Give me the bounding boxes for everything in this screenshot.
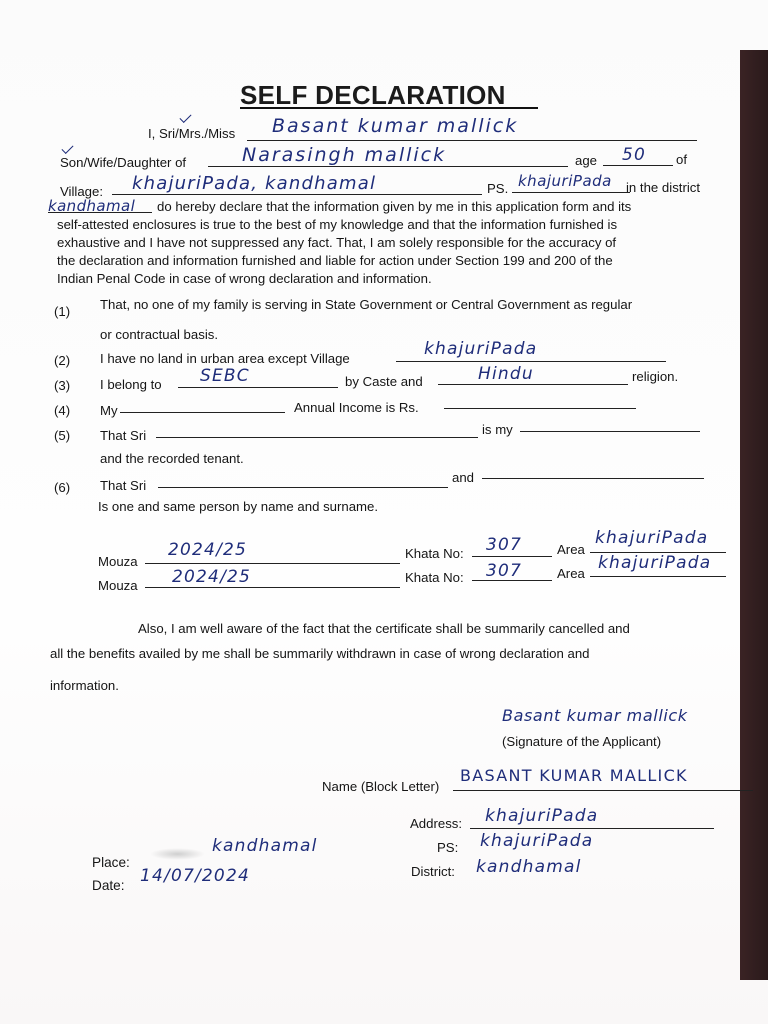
item-2-village: khajuriPada bbox=[424, 339, 538, 359]
place-value: kandhamal bbox=[212, 836, 318, 856]
title-underline bbox=[240, 107, 538, 109]
item-2-text: I have no land in urban area except Village bbox=[100, 351, 350, 366]
age-line bbox=[603, 165, 673, 166]
village-label: Village: bbox=[60, 184, 104, 199]
ink-smudge bbox=[150, 848, 205, 860]
awareness-line-2: all the benefits availed by me shall be summarily withdrawn in case of wrong declaration and bbox=[50, 646, 590, 661]
ps-line bbox=[512, 192, 630, 193]
khata-value: 307 bbox=[486, 535, 523, 555]
date-label: Date: bbox=[92, 878, 125, 893]
item-6-text-c: Is one and same person by name and surname. bbox=[98, 499, 379, 514]
relation-label: Son/Wife/Daughter of bbox=[60, 155, 187, 170]
block-name-line bbox=[453, 790, 753, 791]
awareness-line-3: information. bbox=[50, 678, 119, 693]
item-4-text-a: My bbox=[100, 403, 118, 418]
item-5-line-a bbox=[156, 437, 478, 438]
item-6-text-b: and bbox=[452, 470, 475, 485]
item-3-religion-line bbox=[438, 384, 628, 385]
area-label: Area bbox=[557, 542, 585, 557]
address-line bbox=[470, 828, 714, 829]
khata-label: Khata No: bbox=[405, 570, 464, 585]
name-label: I, Sri/Mrs./Miss bbox=[148, 126, 236, 141]
item-6-line-a bbox=[158, 487, 448, 488]
khata-label: Khata No: bbox=[405, 546, 464, 561]
area-value: khajuriPada bbox=[598, 553, 712, 573]
signature-caption: (Signature of the Applicant) bbox=[502, 734, 662, 749]
ps-label-footer: PS: bbox=[437, 840, 459, 855]
ps-label: PS. bbox=[487, 181, 509, 196]
ps-value: khajuriPada bbox=[518, 172, 612, 190]
mouza-value: 2024/25 bbox=[168, 540, 248, 560]
item-1-line-1: That, no one of my family is serving in State Government or Central Government as regular bbox=[100, 297, 633, 312]
declaration-line-3: exhaustive and I have not suppressed any fact. That, I am solely responsible for the accuracy of bbox=[57, 235, 617, 250]
item-5-text-c: and the recorded tenant. bbox=[100, 451, 244, 466]
block-name-value: BASANT KUMAR MALLICK bbox=[460, 766, 688, 785]
relation-value: Narasingh mallick bbox=[242, 144, 447, 166]
declaration-line-5: Indian Penal Code in case of wrong declaration and information. bbox=[57, 271, 432, 286]
area-line bbox=[590, 576, 726, 577]
of-label: of bbox=[676, 152, 687, 167]
tick-mark-icon bbox=[179, 111, 191, 123]
item-3-text-b: by Caste and bbox=[345, 374, 423, 389]
awareness-line-1: Also, I am well aware of the fact that the certificate shall be summarily cancelled and bbox=[138, 621, 630, 636]
mouza-label: Mouza bbox=[98, 554, 138, 569]
address-value: khajuriPada bbox=[485, 806, 599, 826]
item-number: (4) bbox=[54, 403, 71, 418]
village-value: khajuriPada, kandhamal bbox=[132, 173, 377, 194]
ps-value-footer: khajuriPada bbox=[480, 831, 594, 851]
item-4-income-line bbox=[444, 408, 636, 409]
item-3-caste: SEBC bbox=[200, 366, 250, 386]
address-label: Address: bbox=[410, 816, 463, 831]
khata-value: 307 bbox=[486, 561, 523, 581]
district-label: in the district bbox=[626, 180, 701, 195]
district-value-footer: kandhamal bbox=[476, 857, 582, 877]
age-value: 50 bbox=[622, 145, 647, 165]
mouza-line bbox=[145, 563, 400, 564]
applicant-signature: Basant kumar mallick bbox=[502, 706, 688, 725]
item-3-text-c: religion. bbox=[632, 369, 679, 384]
mouza-line bbox=[145, 587, 400, 588]
district-value: kandhamal bbox=[48, 197, 136, 215]
declaration-line-4: the declaration and information furnished and liable for action under Section 199 and 200 of the bbox=[57, 253, 613, 268]
date-value: 14/07/2024 bbox=[140, 866, 250, 886]
item-2-line bbox=[396, 361, 666, 362]
tick-mark-icon bbox=[61, 142, 73, 154]
item-number: (1) bbox=[54, 304, 71, 319]
document-title: SELF DECLARATION bbox=[240, 80, 506, 110]
area-value: khajuriPada bbox=[595, 528, 709, 548]
mouza-label: Mouza bbox=[98, 578, 138, 593]
district-label-footer: District: bbox=[411, 864, 455, 879]
district-line bbox=[48, 212, 152, 213]
item-5-text-b: is my bbox=[482, 422, 513, 437]
relation-line bbox=[208, 166, 568, 167]
item-number: (6) bbox=[54, 480, 71, 495]
item-5-text-a: That Sri bbox=[100, 428, 147, 443]
mouza-value: 2024/25 bbox=[172, 567, 252, 587]
item-number: (2) bbox=[54, 353, 71, 368]
scan-dark-edge bbox=[740, 50, 768, 980]
block-name-label: Name (Block Letter) bbox=[322, 779, 440, 794]
declaration-line-2: self-attested enclosures is true to the best of my knowledge and that the information furnished is bbox=[57, 217, 618, 232]
place-label: Place: bbox=[92, 855, 130, 870]
item-4-text-b: Annual Income is Rs. bbox=[294, 400, 419, 415]
item-3-religion: Hindu bbox=[478, 364, 534, 384]
declaration-line-1: do hereby declare that the information given by me in this application form and its bbox=[157, 199, 632, 214]
item-3-text-a: I belong to bbox=[100, 377, 162, 392]
item-5-line-b bbox=[520, 431, 700, 432]
area-label: Area bbox=[557, 566, 585, 581]
item-number: (5) bbox=[54, 428, 71, 443]
item-4-line-a bbox=[120, 412, 285, 413]
item-6-line-b bbox=[482, 478, 704, 479]
item-1-line-2: or contractual basis. bbox=[100, 327, 219, 342]
name-value: Basant kumar mallick bbox=[272, 115, 519, 137]
village-line bbox=[112, 194, 482, 195]
khata-line bbox=[472, 556, 552, 557]
item-3-caste-line bbox=[178, 387, 338, 388]
item-number: (3) bbox=[54, 378, 71, 393]
age-label: age bbox=[575, 153, 598, 168]
name-line bbox=[247, 140, 697, 141]
item-6-text-a: That Sri bbox=[100, 478, 147, 493]
